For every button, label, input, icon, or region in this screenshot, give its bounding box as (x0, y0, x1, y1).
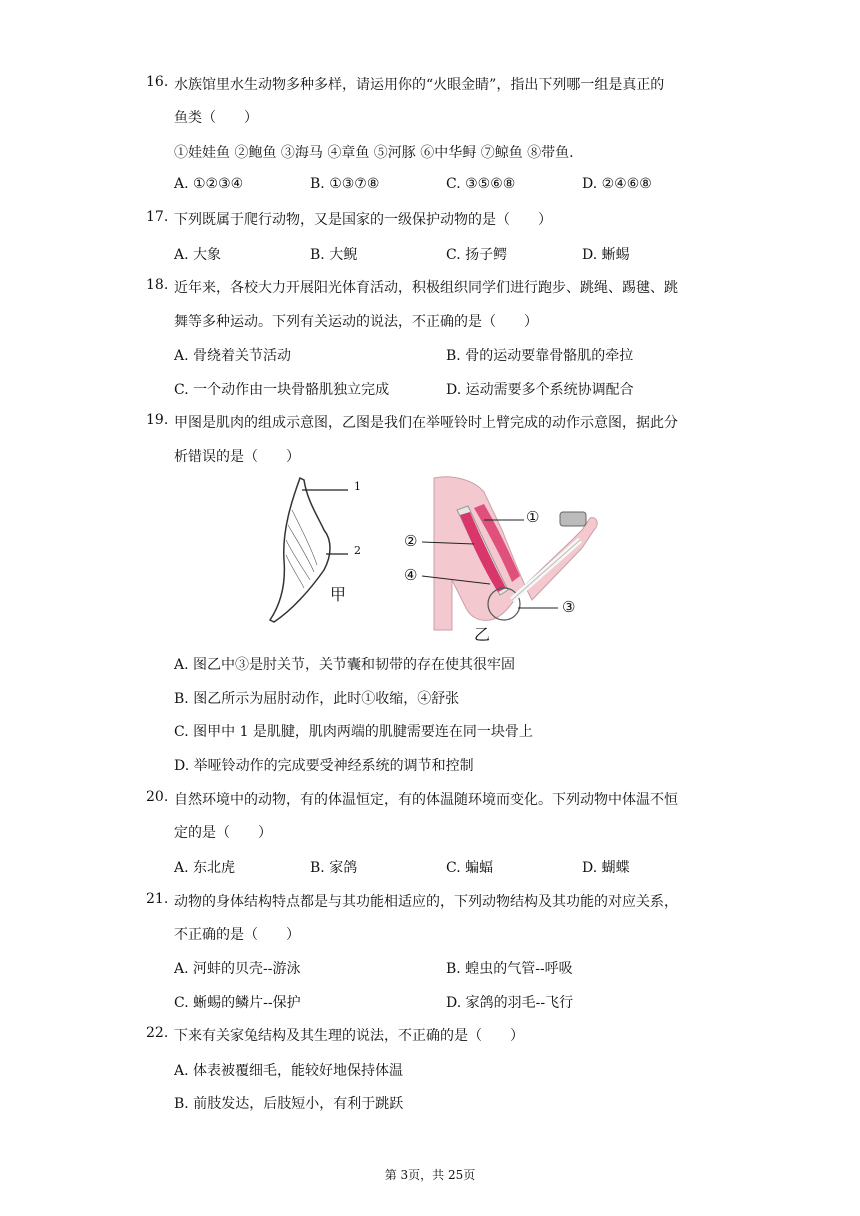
option-b: B. 前肢发达，后肢短小，有利于跳跃 (174, 1096, 404, 1112)
option-a: A. 东北虎 (174, 860, 236, 876)
option-a: A. ①②③④ (174, 176, 244, 192)
option-c: C. 蜥蜴的鳞片--保护 (174, 995, 301, 1011)
label-jia: 甲 (330, 585, 347, 604)
option-d: D. 举哑铃动作的完成要受神经系统的调节和控制 (174, 758, 474, 774)
label-circle-1: ① (526, 508, 540, 526)
option-a: A. 大象 (174, 247, 222, 263)
option-d: D. 家鸽的羽毛--飞行 (446, 995, 574, 1011)
question-number: 18. (146, 277, 169, 293)
question-text: 水族馆里水生动物多种多样，请运用你的“火眼金睛”，指出下列哪一组是真正的 (174, 77, 665, 93)
option-c: C. 蝙蝠 (446, 860, 494, 876)
option-a: A. 骨绕着关节活动 (174, 348, 292, 364)
option-b: B. 大鲵 (310, 247, 358, 263)
option-d: D. 蝴蝶 (582, 860, 630, 876)
question-text: 析错误的是（ ） (174, 449, 300, 465)
label-2: 2 (354, 544, 361, 557)
question-text: 动物的身体结构特点都是与其功能相适应的，下列动物结构及其功能的对应关系， (174, 894, 678, 910)
option-b: B. 骨的运动要靠骨骼肌的牵拉 (446, 348, 634, 364)
option-c: C. 扬子鳄 (446, 247, 508, 263)
muscle-arm-figure (262, 470, 602, 644)
question-number: 21. (146, 891, 169, 907)
question-number: 20. (146, 789, 169, 805)
option-d: D. 蜥蜴 (582, 247, 630, 263)
label-circle-4: ④ (404, 566, 418, 584)
question-number: 16. (146, 74, 169, 90)
label-circle-3: ③ (562, 598, 576, 616)
label-circle-2: ② (404, 532, 418, 550)
option-c: C. 图甲中 1 是肌腱，肌肉两端的肌腱需要连在同一块骨上 (174, 724, 533, 740)
label-1: 1 (354, 480, 361, 493)
option-b: B. ①③⑦⑧ (310, 176, 380, 192)
question-text: 定的是（ ） (174, 825, 272, 841)
option-a: A. 河蚌的贝壳--游泳 (174, 961, 301, 977)
page-footer: 第 3页，共 25页 (384, 1168, 476, 1182)
question-number: 19. (146, 412, 169, 428)
question-text: 甲图是肌肉的组成示意图，乙图是我们在举哑铃时上臂完成的动作示意图，据此分 (174, 415, 678, 431)
option-d: D. 运动需要多个系统协调配合 (446, 382, 634, 398)
option-a: A. 体表被覆细毛，能较好地保持体温 (174, 1063, 404, 1079)
question-text: 鱼类（ ） (174, 110, 258, 126)
figure-drawing (262, 470, 602, 640)
label-yi: 乙 (474, 625, 491, 644)
question-text: 舞等多种运动。下列有关运动的说法，不正确的是（ ） (174, 314, 538, 330)
question-text: 下列既属于爬行动物，又是国家的一级保护动物的是（ ） (174, 212, 552, 228)
question-text: 不正确的是（ ） (174, 927, 300, 943)
question-extra: ①娃娃鱼 ②鲍鱼 ③海马 ④章鱼 ⑤河豚 ⑥中华鲟 ⑦鲸鱼 ⑧带鱼. (174, 145, 574, 161)
option-c: C. 一个动作由一块骨骼肌独立完成 (174, 382, 390, 398)
option-d: D. ②④⑥⑧ (582, 176, 652, 192)
option-c: C. ③⑤⑥⑧ (446, 176, 516, 192)
question-text: 下来有关家兔结构及其生理的说法，不正确的是（ ） (174, 1028, 524, 1044)
option-b: B. 图乙所示为屈肘动作，此时①收缩，④舒张 (174, 691, 460, 707)
question-number: 17. (146, 209, 169, 225)
option-a: A. 图乙中③是肘关节，关节囊和韧带的存在使其很牢固 (174, 657, 516, 673)
option-b: B. 家鸽 (310, 860, 358, 876)
question-number: 22. (146, 1025, 169, 1041)
question-text: 自然环境中的动物，有的体温恒定，有的体温随环境而变化。下列动物中体温不恒 (174, 792, 678, 808)
option-b: B. 蝗虫的气管--呼吸 (446, 961, 573, 977)
question-text: 近年来，各校大力开展阳光体育活动，积极组织同学们进行跑步、跳绳、踢毽、跳 (174, 280, 678, 296)
